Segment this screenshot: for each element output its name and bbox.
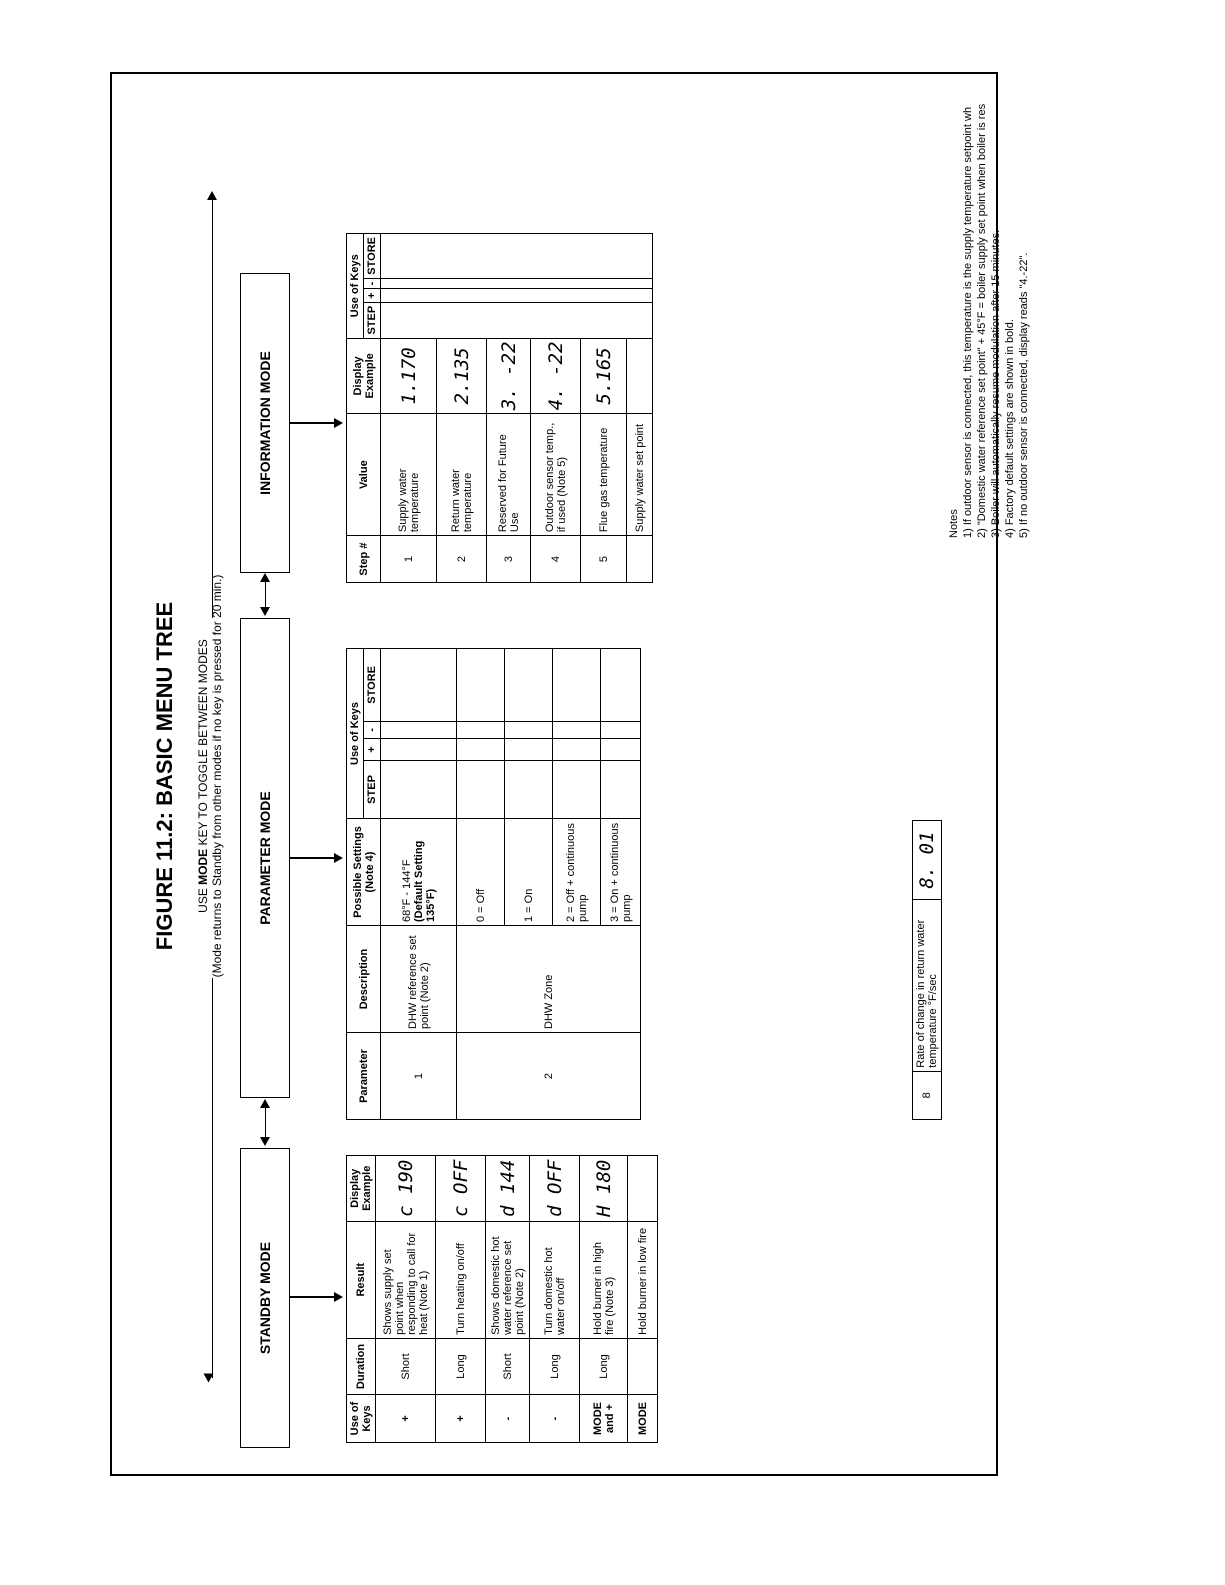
figure-title: FIGURE 11.2: BASIC MENU TREE — [152, 601, 177, 951]
desc-cell: DHW Zone — [457, 926, 641, 1033]
store-cell — [381, 649, 457, 722]
duration-cell — [628, 1338, 658, 1394]
plus-cell — [601, 739, 641, 761]
down-arrow-information — [334, 418, 343, 428]
col-possible-settings: Possible Settings (Note 4) — [347, 819, 381, 926]
settings-range: 68°F - 144°F — [400, 859, 413, 922]
information-table — [346, 233, 653, 583]
minus-cell — [381, 278, 653, 289]
value-cell: Supply water temperature — [381, 414, 437, 536]
down-arrow-standby — [334, 1292, 343, 1302]
table-row — [457, 649, 505, 1120]
step-cell — [553, 760, 601, 818]
plus-cell — [381, 289, 653, 302]
col-value: Value — [347, 414, 381, 536]
settings-cell: 2 = Off + continuous pump — [553, 819, 601, 926]
table-row — [628, 1156, 658, 1443]
rotated-page — [112, 74, 1030, 1478]
display-cell: d 144 — [486, 1156, 530, 1222]
key-cell: MODE — [628, 1395, 658, 1443]
key-cell: + — [376, 1395, 436, 1443]
parameter-table — [346, 648, 641, 1120]
step-cell — [381, 760, 457, 818]
step-number-cell: 1 — [381, 536, 437, 583]
col-use-of-keys: Use of Keys — [347, 234, 364, 339]
value-cell: Outdoor sensor temp., if used (Note 5) — [531, 414, 581, 536]
plus-cell — [553, 739, 601, 761]
result-cell: Shows supply set point when responding to call for heat (Note 1) — [376, 1221, 436, 1338]
display-cell — [627, 338, 653, 414]
col-step: STEP — [364, 760, 381, 818]
toggle-arrow-right — [207, 191, 217, 200]
desc-cell: Rate of change in return water temperature °F/sec — [913, 900, 942, 1072]
instr-mode-word: MODE — [196, 848, 210, 885]
link-arrow-r2 — [260, 573, 270, 582]
toggle-line-left — [212, 978, 213, 1378]
figure-frame — [110, 72, 1030, 1476]
table-row — [486, 1156, 530, 1443]
duration-cell: Short — [376, 1338, 436, 1394]
instr-suffix: KEY TO TOGGLE BETWEEN MODES — [196, 639, 210, 849]
store-cell — [381, 234, 653, 279]
store-cell — [553, 649, 601, 722]
down-information — [290, 422, 336, 424]
value-cell: Return water temperature — [437, 414, 487, 536]
note-1: 1) If outdoor sensor is connected, this temperature is the supply temperature setpoint wh — [962, 106, 974, 538]
col-store: STORE — [364, 234, 381, 279]
link-arrow-l2 — [260, 607, 270, 616]
step-number-cell: 3 — [487, 536, 531, 583]
col-display-example: Display Example — [347, 338, 381, 414]
standby-mode-box[interactable]: STANDBY MODE — [240, 1148, 290, 1448]
duration-cell: Long — [580, 1338, 628, 1394]
minus-cell — [505, 721, 553, 738]
table-row — [913, 821, 942, 1120]
step-cell — [601, 760, 641, 818]
value-cell: Supply water set point — [627, 414, 653, 536]
duration-cell: Long — [436, 1338, 486, 1394]
information-mode-box[interactable]: INFORMATION MODE — [240, 273, 290, 573]
col-step: STEP — [364, 302, 381, 338]
result-cell: Turn heating on/off — [436, 1221, 486, 1338]
settings-cell: 3 = On + continuous pump — [601, 819, 641, 926]
table-row — [436, 1156, 486, 1443]
link-arrow-r1 — [260, 1099, 270, 1108]
result-cell: Turn domestic hot water on/off — [530, 1221, 580, 1338]
settings-cell: 0 = Off — [457, 819, 505, 926]
step-number-cell — [627, 536, 653, 583]
display-cell: 4. -22 — [531, 338, 581, 414]
table-row — [381, 234, 437, 583]
note-2: 2) "Domestic water reference set point" + 45°F = boiler supply set point when boiler is res — [976, 103, 988, 538]
key-cell: - — [530, 1395, 580, 1443]
standby-table — [346, 1155, 658, 1443]
parameter-table-lower — [912, 820, 942, 1120]
step-number-cell: 5 — [581, 536, 627, 583]
notes — [947, 104, 1031, 538]
col-step-number: Step # — [347, 536, 381, 583]
display-cell: H 180 — [580, 1156, 628, 1222]
display-cell: 8. 01 — [913, 821, 942, 900]
display-cell: d OFF — [530, 1156, 580, 1222]
table-row — [530, 1156, 580, 1443]
display-cell: c 190 — [376, 1156, 436, 1222]
col-duration: Duration — [347, 1338, 376, 1394]
display-cell: c OFF — [436, 1156, 486, 1222]
desc-cell: DHW reference set point (Note 2) — [381, 926, 457, 1033]
step-cell — [457, 760, 505, 818]
duration-cell: Short — [486, 1338, 530, 1394]
instr-prefix: USE — [196, 884, 210, 913]
note-4: 4) Factory default settings are shown in bold. — [1004, 319, 1016, 538]
duration-cell: Long — [530, 1338, 580, 1394]
display-cell: 1.170 — [381, 338, 437, 414]
settings-default: (Default Setting 135°F) — [412, 840, 437, 922]
store-cell — [457, 649, 505, 722]
param-cell: 1 — [381, 1033, 457, 1120]
step-number-cell: 4 — [531, 536, 581, 583]
col-result: Result — [347, 1221, 376, 1338]
col-use-of-keys: Use of Keys — [347, 1395, 376, 1443]
step-cell — [381, 302, 653, 338]
down-arrow-parameter — [334, 853, 343, 863]
settings-cell — [381, 819, 457, 926]
col-minus: - — [364, 721, 381, 738]
display-cell: 5.165 — [581, 338, 627, 414]
key-cell: - — [486, 1395, 530, 1443]
plus-cell — [505, 739, 553, 761]
value-cell: Flue gas temperature — [581, 414, 627, 536]
display-cell: 3. -22 — [487, 338, 531, 414]
instr-line2: (Mode returns to Standby from other modes if no key is pressed for 20 min.) — [210, 574, 224, 978]
table-row — [376, 1156, 436, 1443]
param-cell: 2 — [457, 1033, 641, 1120]
value-cell: Reserved for Future Use — [487, 414, 531, 536]
plus-cell — [457, 739, 505, 761]
col-plus: + — [364, 289, 381, 302]
col-store: STORE — [364, 649, 381, 722]
step-number-cell: 2 — [437, 536, 487, 583]
parameter-mode-box[interactable]: PARAMETER MODE — [240, 618, 290, 1098]
store-cell — [505, 649, 553, 722]
result-cell: Shows domestic hot water reference set point (Note 2) — [486, 1221, 530, 1338]
link-arrow-l1 — [260, 1137, 270, 1146]
display-cell — [628, 1156, 658, 1222]
table-row — [381, 649, 457, 1120]
table-row — [580, 1156, 628, 1443]
col-use-of-keys: Use of Keys — [347, 649, 364, 819]
note-5: 5) If no outdoor sensor is connected, display reads "4.-22". — [1018, 252, 1030, 538]
minus-cell — [553, 721, 601, 738]
key-cell: MODE and + — [580, 1395, 628, 1443]
plus-cell — [381, 739, 457, 761]
result-cell: Hold burner in low fire — [628, 1221, 658, 1338]
notes-title: Notes — [948, 509, 960, 538]
param-cell: 8 — [913, 1071, 942, 1119]
key-cell: + — [436, 1395, 486, 1443]
col-display-example: Display Example — [347, 1156, 376, 1222]
minus-cell — [457, 721, 505, 738]
store-cell — [601, 649, 641, 722]
col-minus: - — [364, 278, 381, 289]
note-3: 3) Boiler will automatically resume modulation after 15 minutes. — [990, 229, 1002, 538]
mode-instructions — [196, 74, 224, 1478]
display-cell: 2.135 — [437, 338, 487, 414]
result-cell: Hold burner in high fire (Note 3) — [580, 1221, 628, 1338]
col-parameter: Parameter — [347, 1033, 381, 1120]
down-parameter — [290, 857, 336, 859]
toggle-line-right — [212, 198, 213, 618]
col-plus: + — [364, 739, 381, 761]
minus-cell — [601, 721, 641, 738]
down-standby — [290, 1296, 336, 1298]
toggle-arrow-left — [204, 1374, 214, 1383]
minus-cell — [381, 721, 457, 738]
settings-cell: 1 = On — [505, 819, 553, 926]
col-description: Description — [347, 926, 381, 1033]
step-cell — [505, 760, 553, 818]
